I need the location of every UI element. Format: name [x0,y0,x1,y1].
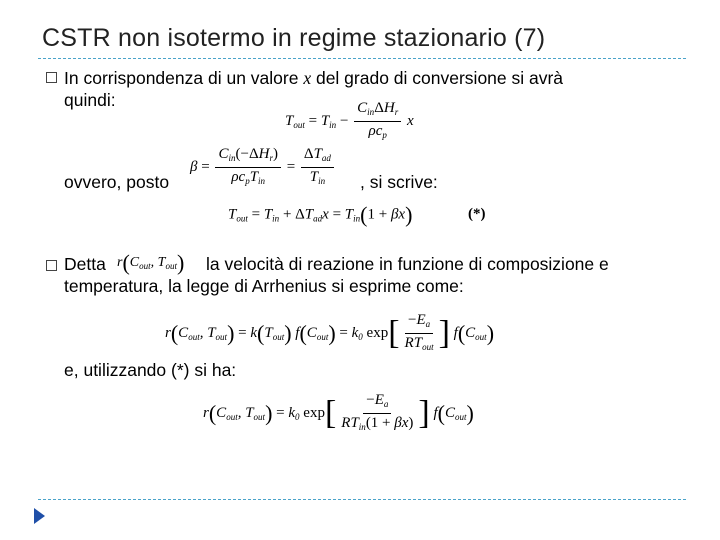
si-scrive-text: , si scrive: [360,172,438,192]
footer-divider [38,499,686,500]
bullet2-detta: Detta [64,254,106,274]
equation-final: $r(C_{out}$, $T_{out}) = k_0$ exp[ $\frac{-E_a}{RT_{in}(1 + \beta x)}$ ] $f(C_{out})$ [203,392,474,432]
next-arrow-icon[interactable] [34,508,45,524]
equation-star: $T_{out} = T_{in} + \Delta T_{ad}x = T_{in}(1 + \beta x)$ [228,202,413,227]
utilizzando-text: e, utilizzando (*) si ha: [64,360,237,380]
bullet2-line2: temperatura, la legge di Arrhenius si esprime come: [64,276,464,296]
ovvero-text: ovvero, posto [64,172,170,192]
bullet1-line1: In corrispondenza di un valore x del grado di conversione si avrà [64,68,564,88]
equation-tout-x: $T_{out} = T_{in}$ − $\frac{C_{in}\Delta H_r}{\rho c_p}$ x [285,100,414,140]
rate-function-symbol: $r(C_{out}$, $T_{out}$) [117,250,185,275]
star-label: (*) [468,206,486,222]
square-bullet-icon [46,260,57,271]
bullet1-line2: quindi: [64,90,116,110]
slide-title: CSTR non isotermo in regime stazionario (7) [42,24,546,52]
bullet2-line1: la velocità di reazione in funzione di composizione e [206,254,609,274]
equation-arrhenius: $r(C_{out}$, $T_{out}) = k(T_{out})$ $f(C_{out}) = k_0$ exp[ $\frac{-E_a}{RT_{out}}$ ] $f(C_{out})$ [165,312,495,352]
equation-beta: β = $\frac{C_{in}(-\Delta H_r)}{\rho c_pT_{in}}$ = $\frac{\Delta T_{ad}}{T_{in}}$ [190,146,336,189]
square-bullet-icon [46,72,57,83]
title-divider [38,58,686,59]
